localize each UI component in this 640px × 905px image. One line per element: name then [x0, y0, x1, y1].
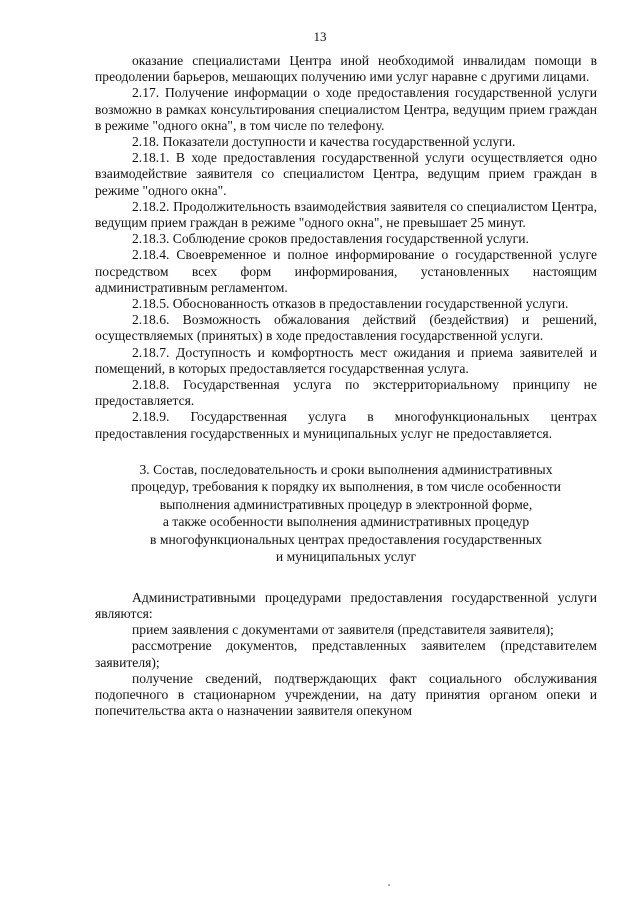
- paragraph: 2.18.7. Доступность и комфортность мест ожидания и приема заявителей и помещений, в которых предоставляется государственная услуга.: [95, 344, 597, 376]
- list-item: рассмотрение документов, представленных заявителем (представителем заявителя);: [95, 638, 597, 670]
- section-heading-line: процедур, требования к порядку их выполнения, в том числе особенности: [131, 479, 561, 495]
- paragraph: 2.18.9. Государственная услуга в многофункциональных центрах предоставления государственных и муниципальных услуг не предоставляется.: [95, 409, 597, 441]
- section-heading-line: а также особенности выполнения административных процедур: [162, 514, 530, 530]
- paragraph: 2.18. Показатели доступности и качества государственной услуги.: [132, 134, 516, 150]
- paragraph: 2.18.1. В ходе предоставления государственной услуги осуществляется одно взаимодействие заявителя со специалистом Центра, ведущим прием граждан в режиме "одного окна".: [95, 150, 597, 198]
- section-heading-line: 3. Состав, последовательность и сроки выполнения административных: [139, 461, 553, 477]
- paragraph: 2.18.2. Продолжительность взаимодействия заявителя со специалистом Центра, ведущим прием граждан в режиме "одного окна", не превышает 25 минут.: [95, 198, 597, 231]
- section-heading-line: в многофункциональных центрах предоставления государственных: [150, 531, 542, 547]
- paragraph: оказание специалистами Центра иной необходимой инвалидам помощи в преодолении барьеров, мешающих получению ими услуг наравне с другими лицами.: [95, 53, 597, 85]
- paragraph: 2.18.5. Обоснованность отказов в предоставлении государственной услуги.: [132, 296, 569, 312]
- paragraph: 2.18.3. Соблюдение сроков предоставления государственной услуги.: [132, 231, 529, 247]
- section-heading: [95, 461, 597, 566]
- paragraph: 2.18.8. Государственная услуга по экстерриториальному принципу не предоставляется.: [95, 377, 597, 409]
- scan-speck: [388, 884, 390, 886]
- section-heading-line: выполнения административных процедур в электронной форме,: [159, 496, 533, 512]
- section-heading-line: и муниципальных услуг: [275, 549, 417, 565]
- paragraph: 2.18.6. Возможность обжалования действий (бездействия) и решений, осуществляемых (принятых) в ходе предоставления государственной услуги.: [95, 312, 597, 344]
- document-body: [95, 53, 597, 720]
- list-item: получение сведений, подтверждающих факт социального обслуживания подопечного в стационарном учреждении, на дату принятия органом опеки и попечительства акта о назначении заявителя опекуном: [95, 670, 597, 719]
- page-number: 13: [313, 29, 327, 44]
- list-item: прием заявления с документами от заявителя (представителя заявителя);: [132, 622, 554, 638]
- paragraph: Административными процедурами предоставления государственной услуги являются:: [95, 589, 597, 622]
- paragraph: 2.17. Получение информации о ходе предоставления государственной услуги возможно в рамках консультирования специалистом Центра, ведущим прием граждан в режиме "одного окна", в том числе по телефону.: [95, 85, 597, 133]
- paragraph: 2.18.4. Своевременное и полное информирование о государственной услуге посредством всех форм информирования, установленных настоящим административным регламентом.: [95, 247, 597, 295]
